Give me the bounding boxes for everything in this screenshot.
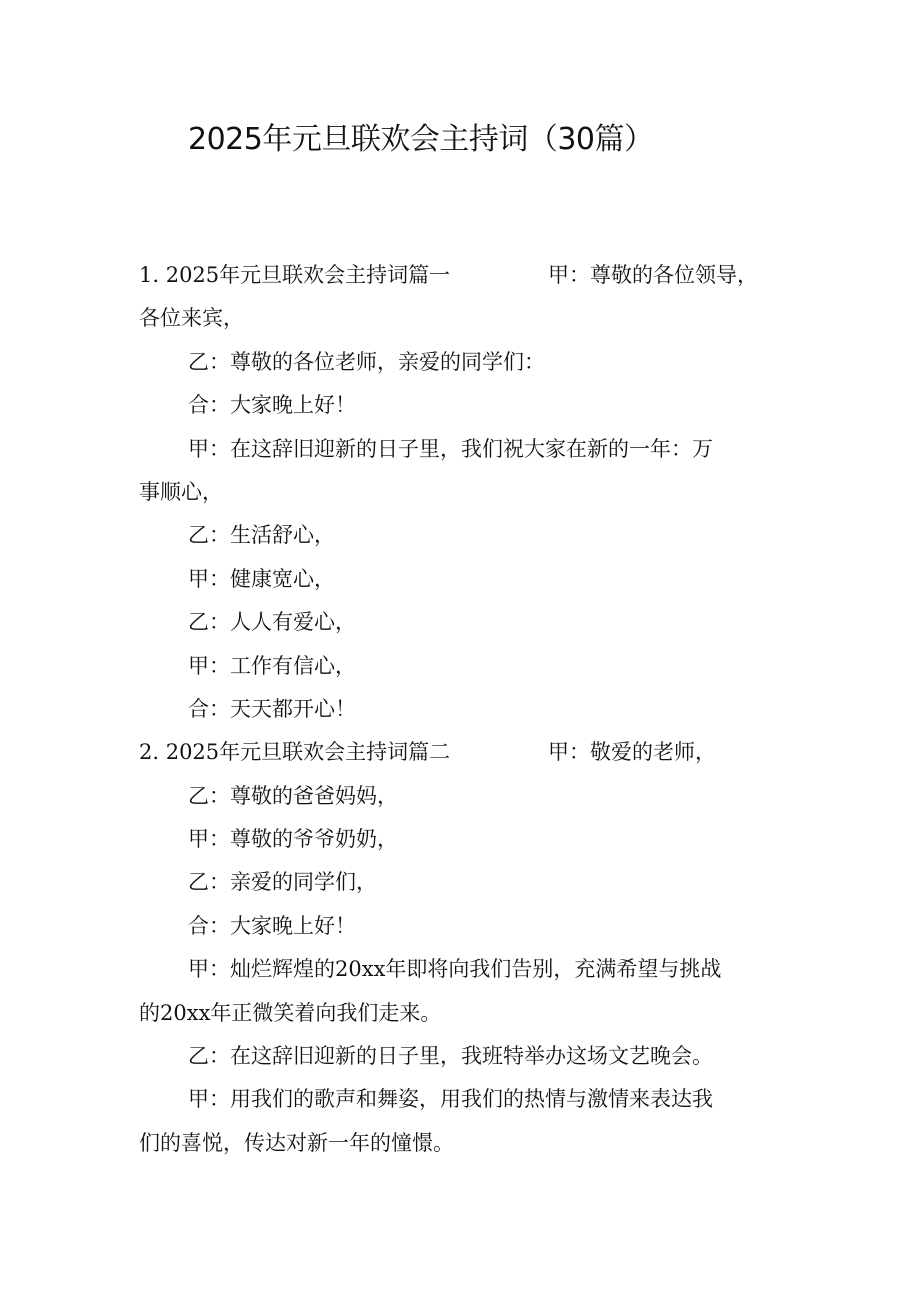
paragraph-line: 的20xx年正微笑着向我们走来。 [139,1000,442,1025]
paragraph-line: 合：天天都开心！ [188,696,356,721]
paragraph-line: 合：大家晚上好！ [188,393,356,418]
paragraph-line: 甲：健康宽心， [188,566,335,591]
paragraph-line: 事顺心， [139,479,223,504]
paragraph-line: 乙：尊敬的各位老师，亲爱的同学们： [188,349,545,374]
section-heading-line [139,254,779,297]
paragraph-line: 乙：人人有爱心， [188,610,356,635]
paragraph-line: 们的喜悦，传达对新一年的憧憬。 [139,1130,454,1155]
section-opening-line: 甲：敬爱的老师， [548,740,716,765]
paragraph-line: 甲：尊敬的爷爷奶奶， [188,827,398,852]
paragraph-line: 甲：在这辞旧迎新的日子里，我们祝大家在新的一年：万 [188,436,713,461]
document-title: 2025年元旦联欢会主持词（30篇） [188,122,654,157]
section-heading: 1. 2025年元旦联欢会主持词篇一 [139,263,451,287]
section-opening-line: 甲：尊敬的各位领导， [548,263,758,287]
paragraph-line: 乙：亲爱的同学们， [188,870,377,895]
paragraph-line: 各位来宾， [139,306,244,331]
document-body [139,254,779,1165]
section-heading-line [139,731,779,774]
paragraph-line: 乙：在这辞旧迎新的日子里，我班特举办这场文艺晚会。 [188,1044,713,1069]
paragraph-line: 甲：用我们的歌声和舞姿，用我们的热情与激情来表达我 [188,1087,713,1112]
paragraph-line: 甲：工作有信心， [188,653,356,678]
paragraph-line: 甲：灿烂辉煌的20xx年即将向我们告别，充满希望与挑战 [188,957,722,982]
paragraph-line: 乙：生活舒心， [188,523,335,548]
paragraph-line: 合：大家晚上好！ [188,913,356,938]
paragraph-line: 乙：尊敬的爸爸妈妈， [188,783,398,808]
section-heading: 2. 2025年元旦联欢会主持词篇二 [139,740,451,765]
